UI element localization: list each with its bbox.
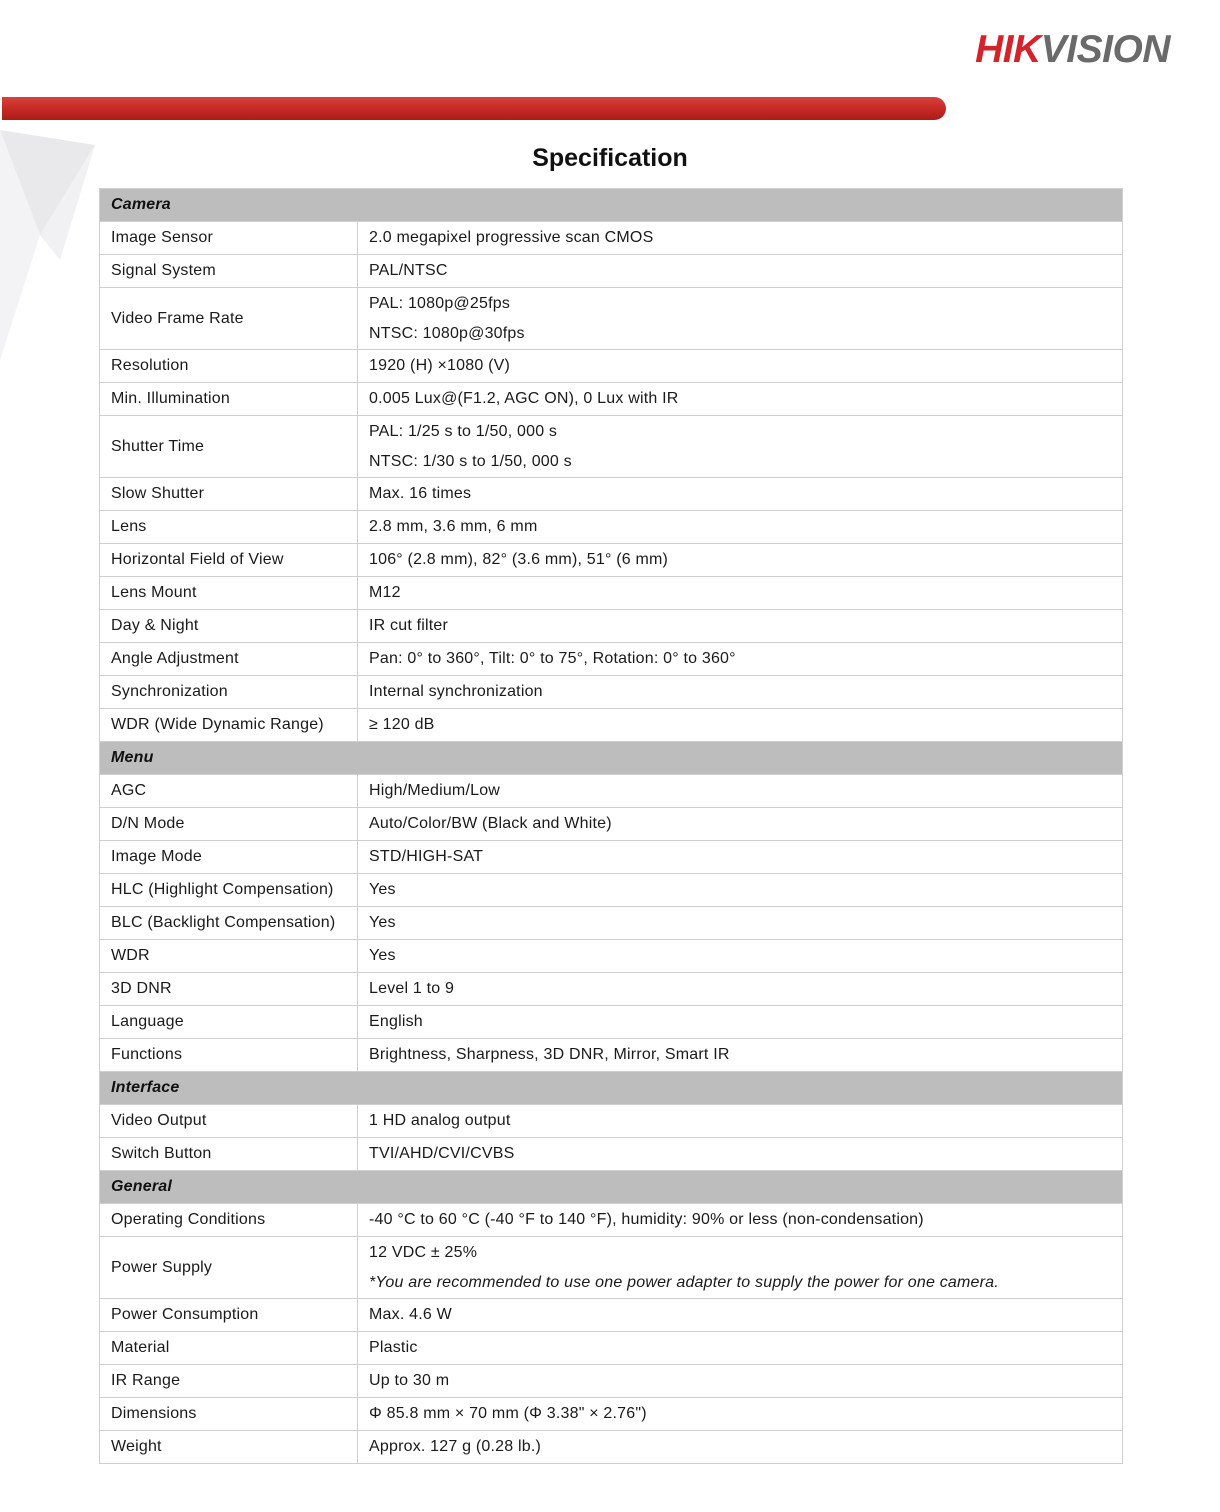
spec-value: Max. 4.6 W: [369, 1306, 452, 1323]
spec-value: NTSC: 1080p@30fps: [369, 324, 525, 342]
spec-note: *You are recommended to use one power adapter to supply the power for one camera.: [369, 1273, 999, 1291]
logo-part-2: VISION: [1040, 28, 1170, 71]
spec-value-cell: [358, 511, 1123, 544]
spec-value: Internal synchronization: [369, 683, 543, 700]
spec-value: Approx. 127 g (0.28 lb.): [369, 1438, 542, 1455]
spec-value-cell: [358, 709, 1123, 742]
spec-label: Dimensions: [100, 1398, 358, 1431]
spec-value-cell: [358, 1431, 1123, 1464]
spec-row: [100, 1398, 1123, 1431]
spec-value: Φ 85.8 mm × 70 mm (Φ 3.38" × 2.76"): [369, 1405, 647, 1422]
spec-value-cell: [358, 808, 1123, 841]
spec-row: [100, 511, 1123, 544]
spec-row: [100, 676, 1123, 709]
spec-value-cell: [358, 610, 1123, 643]
section-header-row: [100, 1171, 1123, 1204]
spec-value-cell: [358, 940, 1123, 973]
logo-part-1: HIK: [975, 28, 1041, 71]
spec-row: [100, 709, 1123, 742]
spec-label: Signal System: [100, 255, 358, 288]
spec-value-cell: [358, 1138, 1123, 1171]
spec-row: [100, 1365, 1123, 1398]
spec-value-cell: [358, 288, 1123, 350]
spec-row: [100, 841, 1123, 874]
spec-row: [100, 1431, 1123, 1464]
spec-row: [100, 1332, 1123, 1365]
spec-label: AGC: [100, 775, 358, 808]
spec-value-cell: [358, 1237, 1123, 1299]
spec-label: Operating Conditions: [100, 1204, 358, 1237]
section-header-row: [100, 742, 1123, 775]
spec-value: Yes: [369, 881, 396, 898]
section-header-row: [100, 1072, 1123, 1105]
spec-label: HLC (Highlight Compensation): [100, 874, 358, 907]
spec-label: Video Frame Rate: [100, 288, 358, 350]
spec-value: 12 VDC ± 25%: [369, 1243, 478, 1261]
section-title: Camera: [100, 189, 1123, 222]
spec-value-cell: [358, 478, 1123, 511]
spec-value-cell: [358, 643, 1123, 676]
section-title: General: [100, 1171, 1123, 1204]
spec-value-cell: [358, 1332, 1123, 1365]
spec-label: Material: [100, 1332, 358, 1365]
spec-row: [100, 255, 1123, 288]
spec-value: Max. 16 times: [369, 485, 472, 502]
spec-value-cell: [358, 222, 1123, 255]
spec-value: IR cut filter: [369, 617, 449, 634]
spec-row: [100, 775, 1123, 808]
spec-row: [100, 1006, 1123, 1039]
spec-row: [100, 1204, 1123, 1237]
spec-value-cell: [358, 841, 1123, 874]
spec-label: Functions: [100, 1039, 358, 1072]
header-red-bar: [2, 97, 946, 120]
spec-value-cell: [358, 775, 1123, 808]
spec-row: [100, 1299, 1123, 1332]
spec-value: STD/HIGH-SAT: [369, 848, 484, 865]
spec-label: Weight: [100, 1431, 358, 1464]
spec-label: Image Mode: [100, 841, 358, 874]
spec-value: ≥ 120 dB: [369, 716, 435, 733]
spec-label: Synchronization: [100, 676, 358, 709]
spec-value-cell: [358, 1006, 1123, 1039]
section-header-row: [100, 189, 1123, 222]
spec-row: [100, 222, 1123, 255]
spec-row: [100, 383, 1123, 416]
spec-row: [100, 610, 1123, 643]
spec-value: Yes: [369, 914, 396, 931]
spec-value: PAL: 1/25 s to 1/50, 000 s: [369, 422, 558, 440]
spec-label: Lens: [100, 511, 358, 544]
spec-value: NTSC: 1/30 s to 1/50, 000 s: [369, 452, 572, 470]
spec-row: [100, 1039, 1123, 1072]
spec-row: [100, 643, 1123, 676]
spec-value: 0.005 Lux@(F1.2, AGC ON), 0 Lux with IR: [369, 390, 679, 407]
spec-value-cell: [358, 1039, 1123, 1072]
spec-value: Pan: 0° to 360°, Tilt: 0° to 75°, Rotation: 0° to 360°: [369, 650, 736, 667]
spec-value: Brightness, Sharpness, 3D DNR, Mirror, Smart IR: [369, 1046, 730, 1063]
spec-value: 106° (2.8 mm), 82° (3.6 mm), 51° (6 mm): [369, 551, 669, 568]
spec-value-cell: [358, 1105, 1123, 1138]
spec-value-cell: [358, 973, 1123, 1006]
spec-value: 1 HD analog output: [369, 1112, 511, 1129]
spec-value-cell: [358, 1365, 1123, 1398]
spec-value: English: [369, 1013, 423, 1030]
section-title: Interface: [100, 1072, 1123, 1105]
spec-value: Up to 30 m: [369, 1372, 450, 1389]
spec-label: Lens Mount: [100, 577, 358, 610]
spec-value-cell: [358, 416, 1123, 478]
spec-label: Switch Button: [100, 1138, 358, 1171]
spec-row: [100, 478, 1123, 511]
section-title: Menu: [100, 742, 1123, 775]
spec-label: Power Supply: [100, 1237, 358, 1299]
spec-value: 2.0 megapixel progressive scan CMOS: [369, 229, 654, 246]
spec-value: PAL: 1080p@25fps: [369, 294, 511, 312]
spec-row: [100, 1105, 1123, 1138]
spec-row: [100, 577, 1123, 610]
spec-label: Power Consumption: [100, 1299, 358, 1332]
spec-value-cell: [358, 544, 1123, 577]
spec-label: Min. Illumination: [100, 383, 358, 416]
spec-label: WDR: [100, 940, 358, 973]
spec-row: [100, 808, 1123, 841]
spec-value: TVI/AHD/CVI/CVBS: [369, 1145, 515, 1162]
spec-value: PAL/NTSC: [369, 262, 448, 279]
spec-value: M12: [369, 584, 401, 601]
spec-value: Level 1 to 9: [369, 980, 455, 997]
spec-value: Auto/Color/BW (Black and White): [369, 815, 612, 832]
spec-label: D/N Mode: [100, 808, 358, 841]
hikvision-logo: [975, 30, 1170, 69]
spec-label: Video Output: [100, 1105, 358, 1138]
spec-row: [100, 544, 1123, 577]
spec-label: Angle Adjustment: [100, 643, 358, 676]
spec-value-cell: [358, 1204, 1123, 1237]
spec-row: [100, 1237, 1123, 1299]
spec-value-cell: [358, 255, 1123, 288]
spec-value-cell: [358, 1299, 1123, 1332]
spec-row: [100, 940, 1123, 973]
page-title: Specification: [532, 144, 688, 172]
spec-value-cell: [358, 577, 1123, 610]
spec-label: BLC (Backlight Compensation): [100, 907, 358, 940]
spec-label: Resolution: [100, 350, 358, 383]
spec-row: [100, 1138, 1123, 1171]
spec-value: Plastic: [369, 1339, 418, 1356]
spec-value-cell: [358, 676, 1123, 709]
spec-label: Image Sensor: [100, 222, 358, 255]
spec-value: -40 °C to 60 °C (-40 °F to 140 °F), humidity: 90% or less (non-condensation): [369, 1211, 924, 1228]
spec-label: Slow Shutter: [100, 478, 358, 511]
spec-row: [100, 416, 1123, 478]
spec-value-cell: [358, 874, 1123, 907]
spec-row: [100, 973, 1123, 1006]
spec-row: [100, 907, 1123, 940]
spec-label: Language: [100, 1006, 358, 1039]
spec-value-cell: [358, 350, 1123, 383]
spec-value: Yes: [369, 947, 396, 964]
spec-value-cell: [358, 1398, 1123, 1431]
spec-label: 3D DNR: [100, 973, 358, 1006]
spec-label: WDR (Wide Dynamic Range): [100, 709, 358, 742]
spec-value-cell: [358, 907, 1123, 940]
spec-label: Horizontal Field of View: [100, 544, 358, 577]
spec-value-cell: [358, 383, 1123, 416]
specification-table: [99, 188, 1123, 1464]
spec-value: 2.8 mm, 3.6 mm, 6 mm: [369, 518, 538, 535]
spec-value: 1920 (H) ×1080 (V): [369, 357, 511, 374]
spec-row: [100, 288, 1123, 350]
spec-row: [100, 350, 1123, 383]
spec-value: High/Medium/Low: [369, 782, 501, 799]
spec-label: Shutter Time: [100, 416, 358, 478]
spec-label: IR Range: [100, 1365, 358, 1398]
spec-label: Day & Night: [100, 610, 358, 643]
spec-row: [100, 874, 1123, 907]
